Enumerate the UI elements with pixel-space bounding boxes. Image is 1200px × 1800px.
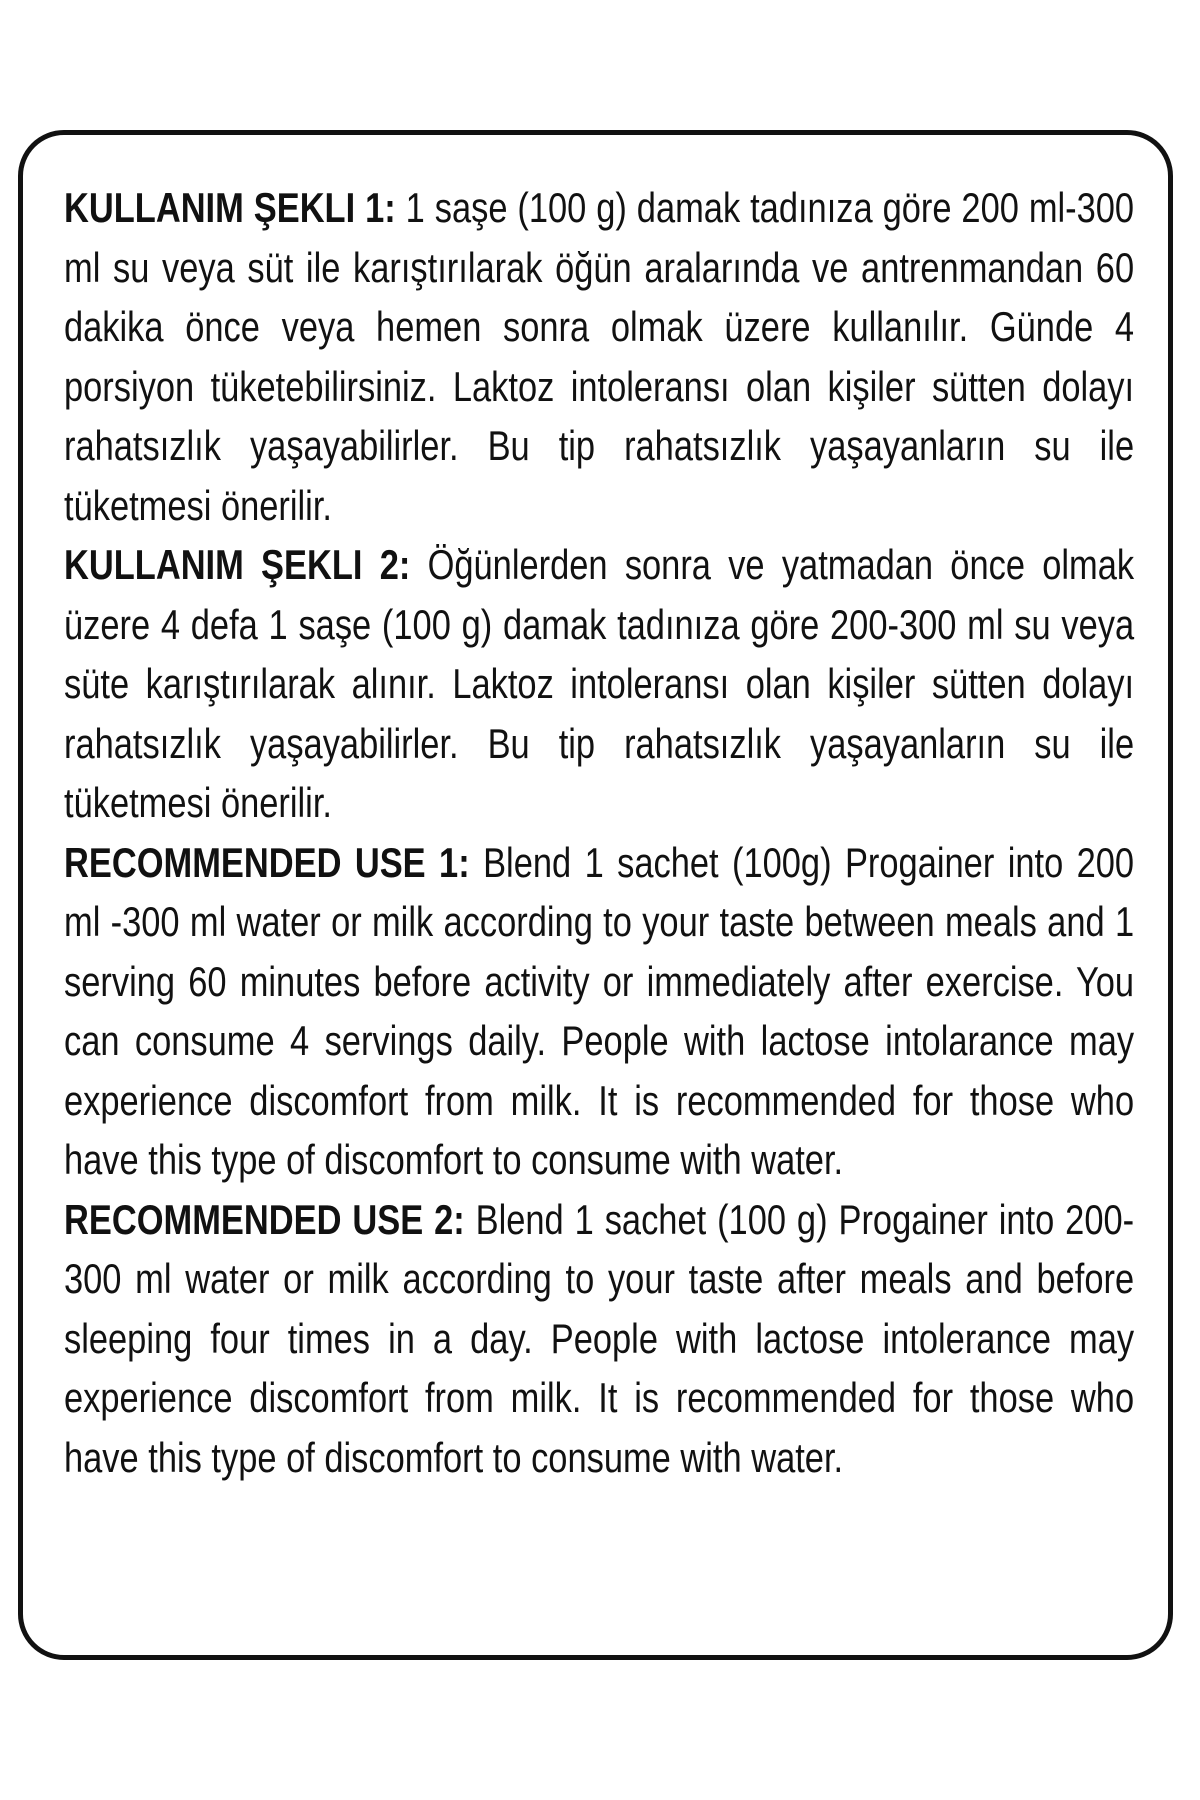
usage-section-en-1: [64, 833, 1134, 1190]
section-heading: KULLANIM ŞEKLI 2:: [64, 541, 411, 588]
section-body: 1 saşe (100 g) damak tadınıza göre 200 ml-300 ml su veya süt ile karıştırılarak öğün aralarında ve antrenmandan 60 dakika önce veya hemen sonra olmak üzere kullanılır. Günde 4 porsiyon tüketebilirsiniz. Laktoz intoleransı olan kişiler sütten dolayı rahatsızlık yaşayabilirler. Bu tip rahatsızlık yaşayanların su ile tüketmesi önerilir.: [64, 184, 1135, 529]
section-heading: KULLANIM ŞEKLI 1:: [64, 184, 396, 231]
usage-section-en-2: [64, 1190, 1134, 1488]
usage-section-tr-2: [64, 535, 1134, 833]
section-body: Öğünlerden sonra ve yatmadan önce olmak üzere 4 defa 1 saşe (100 g) damak tadınıza göre 200-300 ml su veya süte karıştırılarak alınır. Laktoz intoleransı olan kişiler sütten dolayı rahatsızlık yaşayabilirler. Bu tip rahatsızlık yaşayanların su ile tüketmesi önerilir.: [64, 541, 1135, 826]
section-body: Blend 1 sachet (100g) Progainer into 200 ml -300 ml water or milk according to your taste between meals and 1 serving 60 minutes before activity or immediately after exercise. You can consume 4 servings daily. People with lactose intolarance may experience discomfort from milk. It is recommended for those who have this type of discomfort to consume with water.: [64, 838, 1135, 1183]
section-heading: RECOMMENDED USE 1:: [64, 838, 470, 886]
section-body: Blend 1 sachet (100 g) Progainer into 200-300 ml water or milk according to your taste after meals and before sleeping four times in a day. People with lactose intolerance may experience discomfort from milk. It is recommended for those who have this type of discomfort to consume with water.: [64, 1195, 1135, 1481]
section-heading: RECOMMENDED USE 2:: [64, 1195, 465, 1243]
usage-instructions: [64, 178, 1134, 1487]
usage-section-tr-1: [64, 178, 1134, 535]
